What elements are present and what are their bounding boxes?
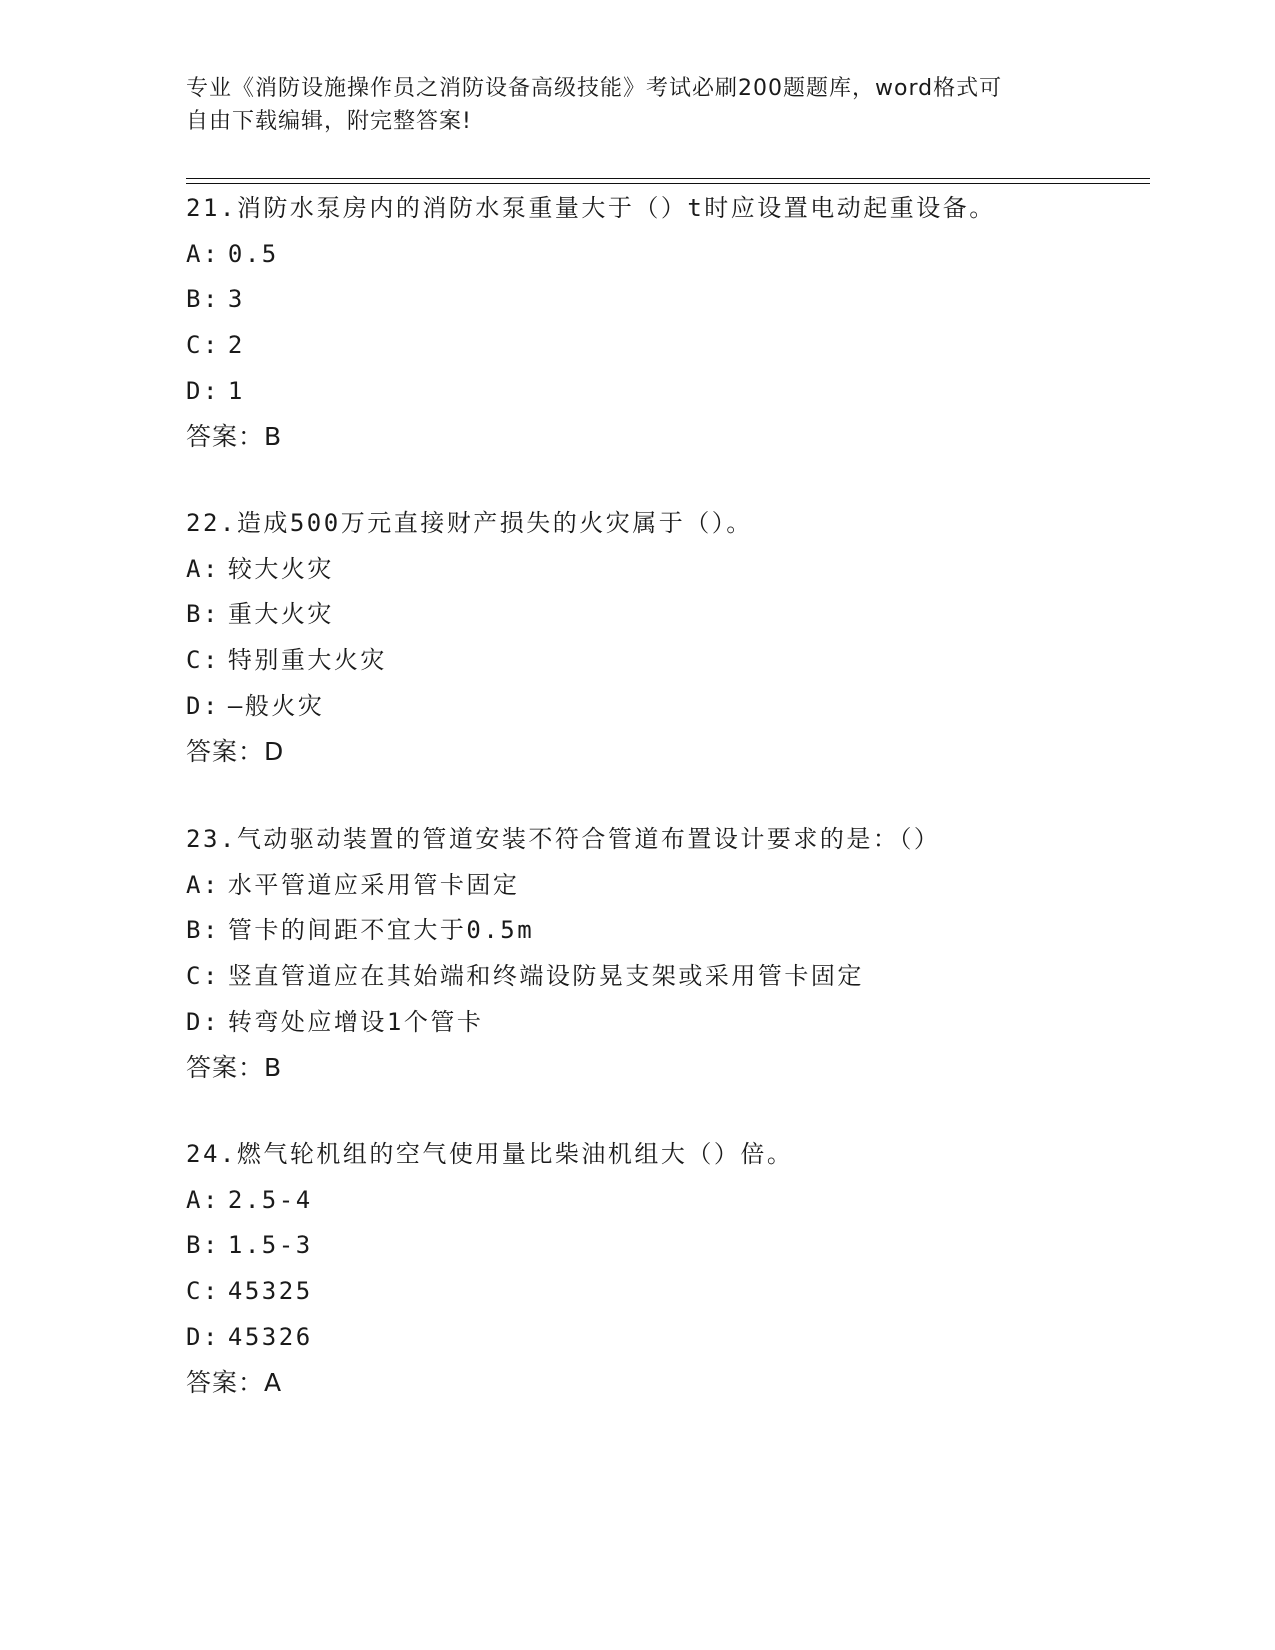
option-text: 2 bbox=[227, 331, 245, 360]
header-divider-top bbox=[186, 178, 1150, 179]
option-b bbox=[186, 277, 1150, 323]
option-a bbox=[186, 1178, 1150, 1224]
question-block bbox=[186, 817, 1150, 1091]
option-a bbox=[186, 863, 1150, 909]
option-c bbox=[186, 323, 1150, 369]
option-text: 1.5-3 bbox=[227, 1231, 313, 1260]
option-c bbox=[186, 1269, 1150, 1315]
option-label: A: bbox=[186, 554, 220, 583]
option-b bbox=[186, 908, 1150, 954]
option-text: 2.5-4 bbox=[227, 1185, 313, 1214]
option-label: C: bbox=[186, 962, 220, 991]
option-a bbox=[186, 547, 1150, 593]
option-d bbox=[186, 1315, 1150, 1361]
question-stem: 22.造成500万元直接财产损失的火灾属于（）。 bbox=[186, 509, 753, 537]
question-stem: 21.消防水泵房内的消防水泵重量大于（）t时应设置电动起重设备。 bbox=[186, 194, 996, 222]
option-label: D: bbox=[186, 1007, 220, 1036]
question-stem: 24.燃气轮机组的空气使用量比柴油机组大（）倍。 bbox=[186, 1140, 794, 1168]
document-header bbox=[186, 72, 1066, 138]
option-text: 竖直管道应在其始端和终端设防晃支架或采用管卡固定 bbox=[227, 962, 864, 991]
option-text: —般火灾 bbox=[227, 691, 325, 720]
option-label: D: bbox=[186, 1322, 220, 1351]
question-block bbox=[186, 186, 1150, 460]
option-text: 重大火灾 bbox=[227, 600, 334, 629]
option-label: B: bbox=[186, 285, 220, 314]
question-block bbox=[186, 501, 1150, 775]
option-d bbox=[186, 1000, 1150, 1046]
option-label: C: bbox=[186, 1277, 220, 1306]
answer-line: 答案：D bbox=[186, 737, 285, 767]
option-text: 特别重大火灾 bbox=[227, 646, 387, 675]
option-text: 较大火灾 bbox=[227, 554, 334, 583]
option-text: 水平管道应采用管卡固定 bbox=[227, 870, 520, 899]
option-b bbox=[186, 592, 1150, 638]
option-label: D: bbox=[186, 376, 220, 405]
option-c bbox=[186, 954, 1150, 1000]
option-text: 45325 bbox=[227, 1277, 313, 1306]
option-label: C: bbox=[186, 331, 220, 360]
answer-line: 答案：A bbox=[186, 1368, 283, 1398]
answer-line: 答案：B bbox=[186, 1053, 283, 1083]
question-block bbox=[186, 1132, 1150, 1406]
option-label: B: bbox=[186, 600, 220, 629]
header-line-2: 自由下载编辑，附完整答案! bbox=[186, 109, 472, 134]
header-line-1: 专业《消防设施操作员之消防设备高级技能》考试必刷200题题库，word格式可 bbox=[186, 76, 1003, 101]
option-label: D: bbox=[186, 691, 220, 720]
option-d bbox=[186, 684, 1150, 730]
option-a bbox=[186, 232, 1150, 278]
option-text: 管卡的间距不宜大于0.5m bbox=[227, 916, 535, 945]
option-text: 0.5 bbox=[227, 239, 279, 268]
option-text: 转弯处应增设1个管卡 bbox=[227, 1007, 484, 1036]
header-divider-bottom bbox=[186, 183, 1150, 184]
option-d bbox=[186, 369, 1150, 415]
option-label: B: bbox=[186, 916, 220, 945]
option-text: 1 bbox=[227, 376, 245, 405]
question-stem: 23.气动驱动装置的管道安装不符合管道布置设计要求的是：（） bbox=[186, 825, 941, 853]
option-label: A: bbox=[186, 239, 220, 268]
answer-line: 答案：B bbox=[186, 422, 283, 452]
option-text: 45326 bbox=[227, 1322, 313, 1351]
option-label: A: bbox=[186, 870, 220, 899]
option-text: 3 bbox=[227, 285, 245, 314]
option-c bbox=[186, 638, 1150, 684]
option-label: A: bbox=[186, 1185, 220, 1214]
option-label: C: bbox=[186, 646, 220, 675]
option-label: B: bbox=[186, 1231, 220, 1260]
option-b bbox=[186, 1223, 1150, 1269]
